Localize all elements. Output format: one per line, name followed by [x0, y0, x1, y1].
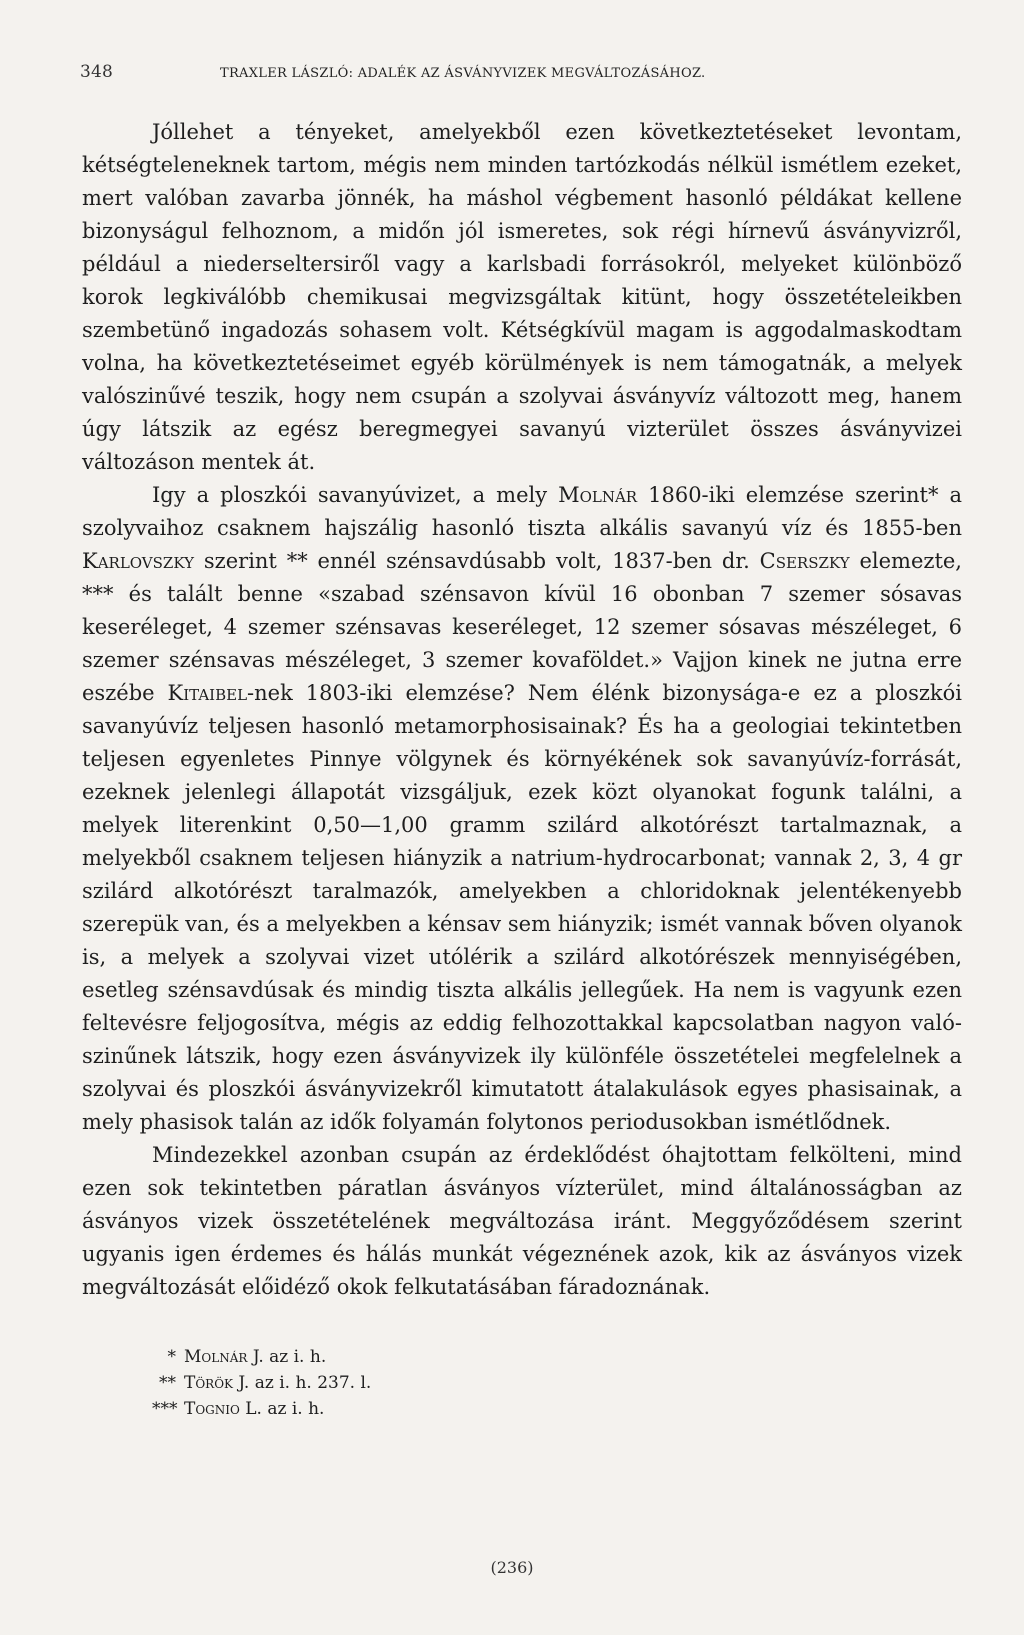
paragraph-2-text-5: -nek 1803-iki elemzése? Nem élénk bizonysága-e ez a ploszkói savanyúvíz teljesen hasonló metamorphosisainak? És ha a geologiai tekintetben teljesen egyenletes Pinnye völgynek és környékének sok savanyúvíz-forrását, ezeknek jelenlegi állapotát vizsgáljuk, ezek közt olyanokat fogunk találni, a melyek literenkint 0,50—1,00 gramm szilárd alkotórészt tartalmaznak, a melyekből csaknem teljesen hiányzik a natrium-hydrocarbonat; vannak 2, 3, 4 gr szilárd alkotórészt taralmazók, amelyekben a chloridoknak jelentékenyebb szerepük van, és a melyekben a kénsav sem hiányzik; ismét vannak bőven olyanok is, a melyek a szolyvai vizet utólérik a szilárd alkotórészek mennyiségében, esetleg szénsavdúsak és mindig tiszta alkális jellegűek. Ha nem is vagyunk ezen feltevésre feljogosítva, mégis az eddig felhozottakkal kapcsolatban nagyon valószinűnek látszik, hogy ezen ásványvizek ily különféle összetételei megfelelnek a szolyvai és ploszkói ásványvizekről kimutatott átalakulások egyes phasisainak, a mely phasisok talán az idők folyamán folytonos periodusokban ismétlődnek. [82, 681, 962, 1134]
footnote-mark: * [167, 1347, 176, 1367]
footnotes [152, 1344, 962, 1422]
paragraph-2-text-3: szerint ** ennél szénsavdúsabb volt, 1837-ben dr. [194, 549, 760, 573]
footnote-author: Molnár [184, 1347, 248, 1367]
footnote-1 [152, 1344, 962, 1370]
running-header [82, 62, 962, 82]
page-number: 348 [80, 62, 114, 82]
author-name-kitaibel: Kitaibel [167, 681, 248, 705]
paragraph-3: Mindezekkel azonban csupán az érdeklődést óhajtottam felkölteni, mind ezen sok tekintetben páratlan ásványos vízterület, mind általánosságban az ásványos vizek összetételének megváltozása iránt. Meggyőződésem szerint ugyanis igen érdemes és hálás munkát végeznének azok, kik az ásványos vizek megváltozását előidéző okok felkutatásában fáradoznának. [82, 1143, 962, 1299]
paragraph-2-text-1: Igy a ploszkói savanyúvizet, a mely [152, 483, 559, 507]
footnote-text: J. az i. h. 237. l. [233, 1373, 372, 1393]
author-name-karlovszky: Karlovszky [82, 549, 195, 573]
footnote-author: Tognio [184, 1399, 240, 1419]
paragraph-2 [82, 479, 962, 1139]
paragraph-2-text-4: elemezte, *** és talált benne «szabad szénsavon kívül 16 obonban 7 szemer sósavas keseréleget, 4 szemer szénsavas keseréleget, 12 szemer sósavas mészéleget, 6 szemer szénsavas mészéleget, 3 szemer kovaföldet.» Vajjon kinek ne jutna erre eszébe [82, 549, 962, 705]
footnote-text: J. az i. h. [247, 1347, 327, 1367]
author-name-molnar: Molnár [558, 483, 638, 507]
footnote-mark: *** [152, 1399, 178, 1419]
footnote-author: Török [184, 1373, 234, 1393]
body-text [82, 116, 962, 1304]
footnote-2 [152, 1370, 962, 1396]
paragraph-1: Jóllehet a tényeket, amelyekből ezen következtetéseket levontam, kétségteleneknek tartom, mégis nem minden tartózkodás nélkül ismétlem ezeket, mert valóban zavarba jönnék, ha máshol végbement hasonló példákat kellene bizonyságul felhoznom, a midőn jól ismeretes, sok régi hírnevű ásványvizről, például a niederseltersiről vagy a karlsbadi forrásokról, melyeket különböző korok legkiválóbb chemikusai megvizsgáltak kitünt, hogy összetételeikben szembetünő ingadozás sohasem volt. Kétségkívül magam is aggodalmaskodtam volna, ha következtetéseimet egyéb körülmények is nem támogatnák, a melyek valószinűvé teszik, hogy nem csupán a szolyvai ásványvíz változott meg, hanem úgy látszik az egész beregmegyei savanyú vizterület összes ásványvizei változáson mentek át. [82, 120, 962, 474]
footnote-mark: ** [159, 1373, 176, 1393]
author-name-cserszky: Cserszky [759, 549, 850, 573]
running-title: TRAXLER LÁSZLÓ: ADALÉK AZ ÁSVÁNYVIZEK MEGVÁLTOZÁSÁHOZ. [220, 66, 706, 81]
footnote-3 [152, 1396, 962, 1422]
page [82, 62, 962, 1422]
paragraph-2-text-2: 1860-iki elemzése szerint* a szolyvaihoz csaknem hajszálig hasonló tiszta alkális savanyú víz és 1855-ben [82, 483, 963, 540]
footnote-text: L. az i. h. [239, 1399, 325, 1419]
print-page-number: (236) [490, 1558, 534, 1577]
